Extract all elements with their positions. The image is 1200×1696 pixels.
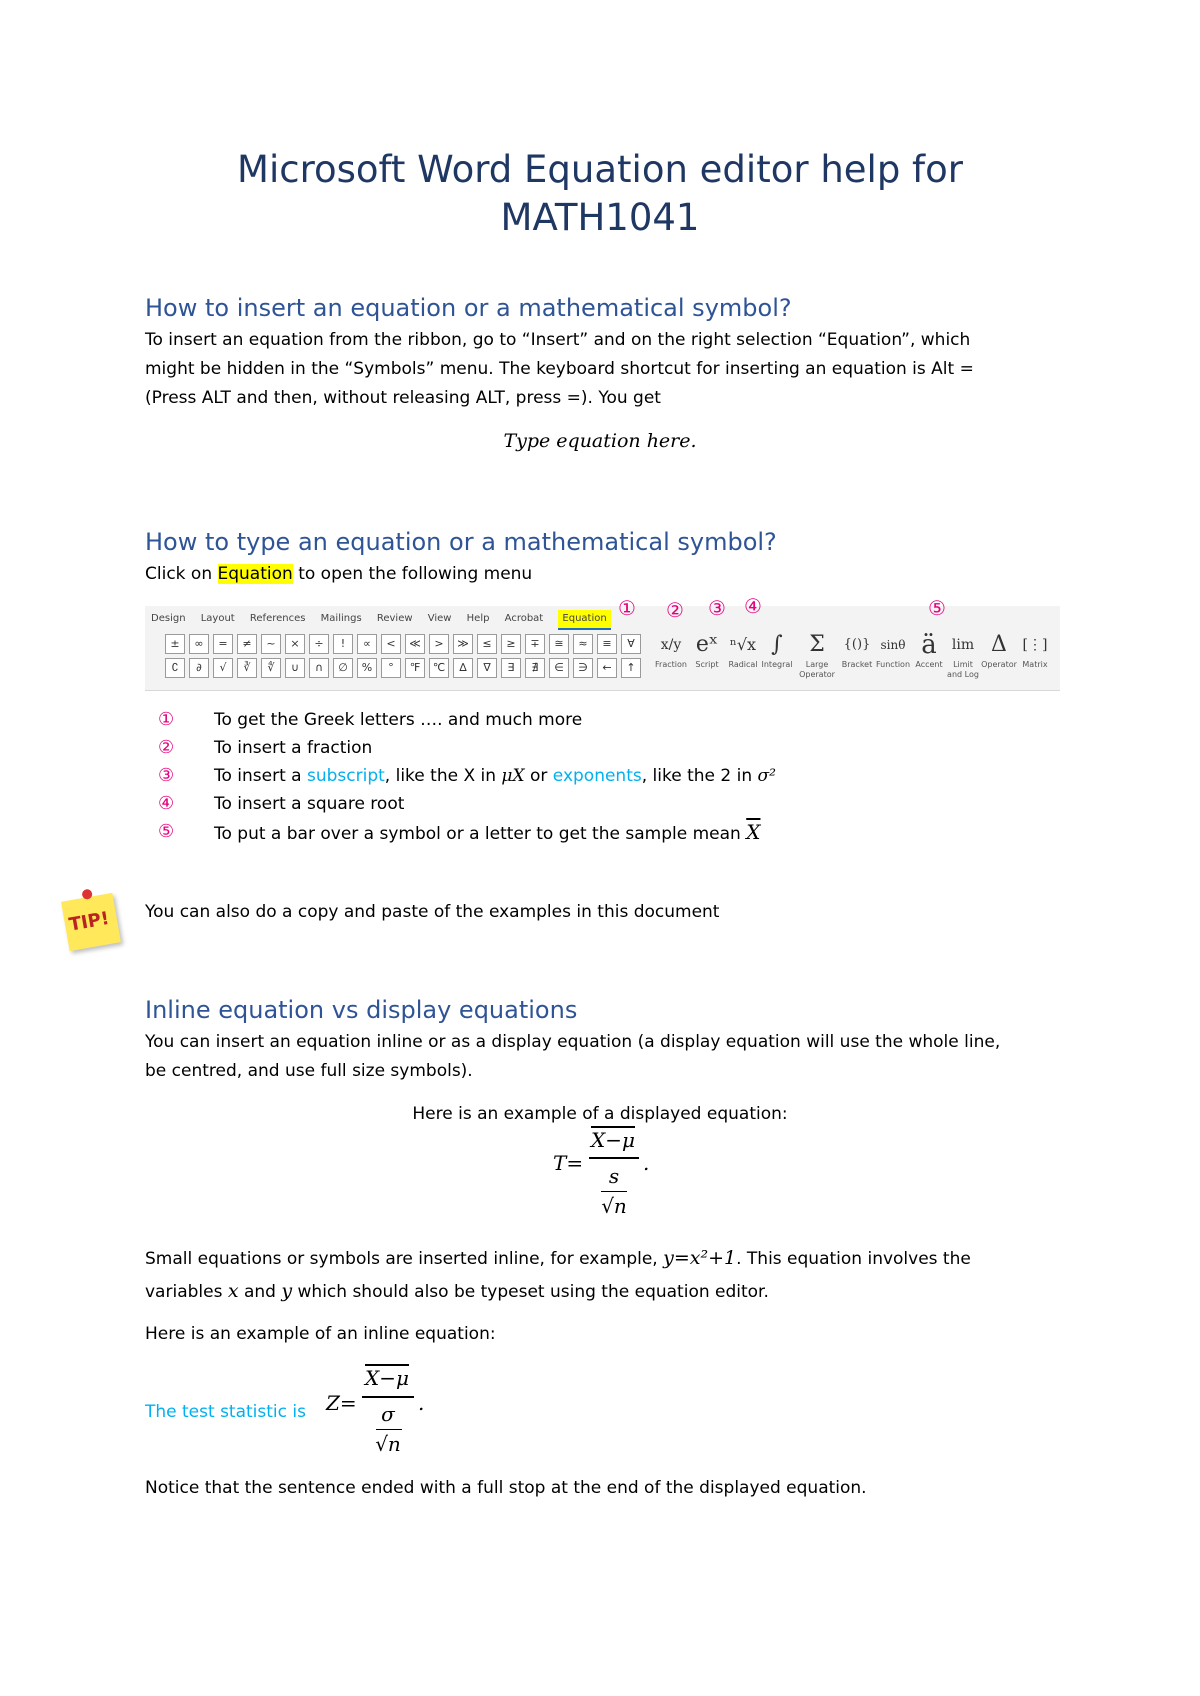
list-number: ① — [158, 709, 175, 730]
symbol-button[interactable]: ≪ — [405, 634, 425, 654]
symbol-button[interactable]: ∪ — [285, 658, 305, 678]
symbol-button[interactable]: ± — [165, 634, 185, 654]
displayed-equation[interactable]: T= X−μ s √n . — [553, 1128, 650, 1218]
marker-2: ② — [666, 598, 684, 622]
symbol-button[interactable]: ∝ — [357, 634, 377, 654]
inline-paragraph — [145, 1244, 1065, 1307]
symbol-button[interactable]: = — [213, 634, 233, 654]
marker-3: ③ — [708, 596, 726, 620]
equation-placeholder[interactable]: Type equation here. — [503, 430, 697, 452]
symbol-button[interactable]: ∞ — [189, 634, 209, 654]
bracket-icon: {()} — [843, 637, 871, 652]
eq1-fraction-bar — [589, 1157, 639, 1159]
symbol-button[interactable]: < — [381, 634, 401, 654]
list-text: To put a bar over a symbol or a letter to get the sample mean $\overline{X}$ — [214, 820, 761, 844]
click-instruction — [145, 560, 1065, 589]
symbol-button[interactable]: ∄ — [525, 658, 545, 678]
title-line-2: MATH1041 — [500, 196, 700, 239]
eq2-numerator: X−μ — [365, 1366, 409, 1390]
symbol-button[interactable]: √ — [213, 658, 233, 678]
fraction-tool[interactable]: x/y Fraction — [653, 630, 689, 670]
symbol-button[interactable]: ≠ — [237, 634, 257, 654]
tab-view[interactable]: View — [427, 613, 452, 624]
symbol-button[interactable]: ℉ — [405, 658, 425, 678]
symbol-button[interactable]: > — [429, 634, 449, 654]
symbol-button[interactable]: ∇ — [477, 658, 497, 678]
symbol-button[interactable]: ∆ — [453, 658, 473, 678]
section3-line-1: You can insert an equation inline or as a display equation (a display equation will use the whole line, — [145, 1032, 1001, 1052]
symbol-button[interactable]: ≅ — [549, 634, 569, 654]
section1-line-1: To insert an equation from the ribbon, go to “Insert” and on the right selection “Equation”, which — [145, 330, 971, 350]
sigma-squared-math: σ² — [757, 766, 776, 786]
tab-design[interactable]: Design — [151, 613, 186, 624]
tip-label: TIP! — [67, 907, 111, 936]
symbol-button[interactable]: ≈ — [573, 634, 593, 654]
symbol-button[interactable]: ≥ — [501, 634, 521, 654]
inline-line-2: variables x and y which should also be typeset using the equation editor. — [145, 1280, 769, 1302]
symbol-button[interactable]: ∈ — [549, 658, 569, 678]
section1-paragraph — [145, 326, 1065, 413]
eq2-fraction-bar — [362, 1396, 414, 1398]
tab-equation[interactable]: Equation — [558, 610, 610, 630]
equation-ribbon — [145, 606, 1060, 691]
large-operator-tool[interactable]: Σ Large Operator — [795, 630, 839, 680]
list-number: ⑤ — [158, 821, 175, 842]
radical-icon: ⁿ√x — [729, 635, 757, 654]
accent-tool[interactable]: ä Accent — [911, 630, 947, 670]
section2-heading: How to type an equation or a mathematical symbol? — [145, 528, 777, 556]
tip-sticky-note — [61, 893, 121, 951]
equation-highlight: Equation — [217, 564, 293, 584]
list-number: ④ — [158, 793, 175, 814]
symbol-button[interactable]: ∂ — [189, 658, 209, 678]
tab-references[interactable]: References — [249, 613, 306, 624]
tab-acrobat[interactable]: Acrobat — [504, 613, 544, 624]
subscript-link: subscript — [307, 766, 385, 786]
fraction-icon: x/y — [660, 637, 682, 653]
tab-mailings[interactable]: Mailings — [320, 613, 362, 624]
large-operator-icon: Σ — [809, 632, 825, 657]
title-line-1: Microsoft Word Equation editor help for — [237, 148, 963, 191]
symbol-button[interactable]: × — [285, 634, 305, 654]
symbol-button[interactable]: ↑ — [621, 658, 641, 678]
ribbon-tabs — [151, 610, 623, 628]
test-statistic-text: The test statistic is — [145, 1402, 306, 1422]
symbol-button[interactable]: ∩ — [309, 658, 329, 678]
list-text: To insert a subscript, like the X in μX or exponents, like the 2 in σ² — [214, 766, 776, 786]
script-tool[interactable]: eˣ Script — [689, 630, 725, 670]
list-text: To insert a square root — [214, 794, 405, 814]
symbol-button[interactable]: ∀ — [621, 634, 641, 654]
section1-line-3: (Press ALT and then, without releasing ALT, press =). You get — [145, 388, 661, 408]
mu-x-math: μX — [501, 766, 525, 786]
function-icon: sinθ — [880, 638, 906, 652]
symbol-button[interactable]: ÷ — [309, 634, 329, 654]
script-icon: eˣ — [695, 632, 719, 657]
inline-intro: Here is an example of an inline equation: — [145, 1324, 496, 1344]
accent-icon: ä — [921, 630, 937, 660]
tab-layout[interactable]: Layout — [200, 613, 235, 624]
x-bar-math: $\overline{X}$ — [746, 820, 761, 844]
symbol-button[interactable]: ∅ — [333, 658, 353, 678]
eq1-numerator: X−μ — [591, 1128, 635, 1152]
click-suffix: to open the following menu — [298, 564, 533, 584]
section1-heading: How to insert an equation or a mathematical symbol? — [145, 294, 792, 322]
page-title — [0, 146, 1200, 242]
inline-equation[interactable]: Z= X−μ σ √n . — [326, 1366, 425, 1456]
list-number: ② — [158, 737, 175, 758]
list-text: To get the Greek letters …. and much more — [214, 710, 583, 730]
symbol-button[interactable]: ° — [381, 658, 401, 678]
limit-log-tool[interactable]: lim Limit and Log — [945, 630, 981, 680]
tab-help[interactable]: Help — [466, 613, 490, 624]
symbol-button[interactable]: ∓ — [525, 634, 545, 654]
symbol-button[interactable]: ∁ — [165, 658, 185, 678]
marker-4: ④ — [744, 594, 762, 618]
symbol-button[interactable]: ≤ — [477, 634, 497, 654]
integral-icon: ∫ — [771, 632, 783, 657]
integral-tool[interactable]: ∫ Integral — [759, 630, 795, 670]
limit-icon: lim — [951, 637, 975, 653]
section3-paragraph — [145, 1028, 1065, 1086]
inline-line-1: Small equations or symbols are inserted inline, for example, y=x²+1. This equation involves the — [145, 1247, 971, 1269]
symbol-button[interactable]: ∋ — [573, 658, 593, 678]
marker-5: ⑤ — [928, 596, 946, 620]
symbol-button[interactable]: ← — [597, 658, 617, 678]
notice-text: Notice that the sentence ended with a full stop at the end of the displayed equation. — [145, 1478, 867, 1498]
pin-icon — [81, 888, 93, 900]
click-prefix: Click on — [145, 564, 213, 584]
section3-heading: Inline equation vs display equations — [145, 996, 578, 1024]
symbol-button[interactable]: ≡ — [597, 634, 617, 654]
section3-line-2: be centred, and use full size symbols). — [145, 1061, 473, 1081]
symbol-button[interactable]: ! — [333, 634, 353, 654]
symbol-button[interactable]: ∛ — [237, 658, 257, 678]
symbol-button[interactable]: ∜ — [261, 658, 281, 678]
marker-1: ① — [618, 596, 636, 620]
section1-line-2: might be hidden in the “Symbols” menu. The keyboard shortcut for inserting an equation is Alt = — [145, 359, 974, 379]
matrix-icon: [⋮] — [1022, 637, 1048, 653]
symbol-button[interactable]: % — [357, 658, 377, 678]
symbol-button[interactable]: ≫ — [453, 634, 473, 654]
symbol-button[interactable]: ∃ — [501, 658, 521, 678]
operator-tool[interactable]: Δ Operator — [981, 632, 1017, 669]
bracket-tool[interactable]: {()} Bracket — [839, 630, 875, 670]
operator-icon: Δ — [991, 632, 1007, 657]
exponents-link: exponents — [552, 766, 642, 786]
tip-text: You can also do a copy and paste of the examples in this document — [145, 902, 720, 922]
tab-review[interactable]: Review — [376, 613, 413, 624]
symbol-button[interactable]: ℃ — [429, 658, 449, 678]
display-intro: Here is an example of a displayed equation: — [412, 1104, 788, 1124]
inline-equation-y: y=x²+1 — [663, 1247, 737, 1269]
symbol-button[interactable]: ~ — [261, 634, 281, 654]
function-tool[interactable]: sinθ Function — [875, 630, 911, 670]
matrix-tool[interactable]: [⋮] Matrix — [1017, 630, 1053, 670]
list-text: To insert a fraction — [214, 738, 373, 758]
radical-tool[interactable]: ⁿ√x Radical — [725, 630, 761, 670]
list-number: ③ — [158, 765, 175, 786]
